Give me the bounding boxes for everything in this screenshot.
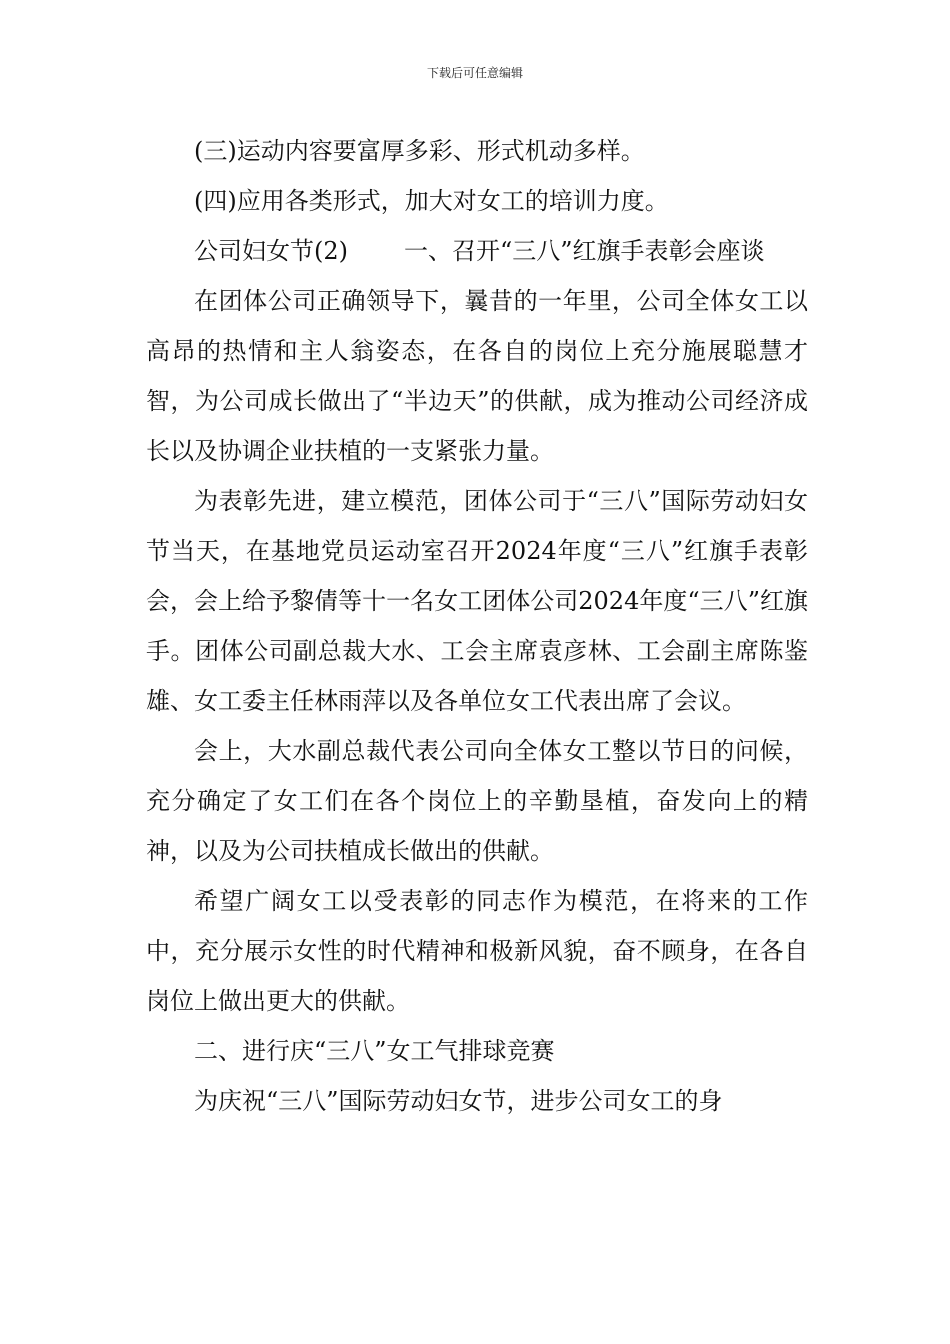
paragraph-item-3: (三)运动内容要富厚多彩、形式机动多样。 bbox=[194, 137, 645, 165]
article-title: 公司妇女节(2) bbox=[194, 237, 348, 265]
section-heading-1: 一、召开“三八”红旗手表彰会座谈 bbox=[404, 237, 765, 265]
paragraph-commendation: 为表彰先进，建立模范，团体公司于“三八”国际劳动妇女节当天，在基地党员运动室召开2024年度“三八”红旗手表彰会，会上给予黎倩等十一名女工团体公司2024年度“三八”红旗手。团体公司副总裁大水、工会主席袁彦林、工会副主席陈鉴雄、女工委主任林雨萍以及各单位女工代表出席了会议。 bbox=[146, 487, 808, 715]
paragraph-volleyball: 为庆祝“三八”国际劳动妇女节，进步公司女工的身 bbox=[194, 1087, 723, 1115]
document-body bbox=[146, 126, 808, 1126]
paragraph-speech: 会上，大水副总裁代表公司向全体女工整以节日的问候，充分确定了女工们在各个岗位上的辛勤垦植，奋发向上的精神，以及为公司扶植成长做出的供献。 bbox=[146, 737, 808, 865]
paragraph-hope: 希望广阔女工以受表彰的同志作为模范，在将来的工作中，充分展示女性的时代精神和极新风貌，奋不顾身，在各自岗位上做出更大的供献。 bbox=[146, 887, 808, 1015]
page-header-note: 下载后可任意编辑 bbox=[426, 66, 523, 80]
section-heading-line bbox=[146, 226, 808, 276]
section-heading-2: 二、进行庆“三八”女工气排球竞赛 bbox=[194, 1037, 555, 1065]
paragraph-leadership: 在团体公司正确领导下，曩昔的一年里，公司全体女工以高昂的热情和主人翁姿态，在各自的岗位上充分施展聪慧才智，为公司成长做出了“半边天”的供献，成为推动公司经济成长以及协调企业扶植的一支紧张力量。 bbox=[146, 287, 808, 465]
paragraph-item-4: (四)应用各类形式，加大对女工的培训力度。 bbox=[194, 187, 669, 215]
